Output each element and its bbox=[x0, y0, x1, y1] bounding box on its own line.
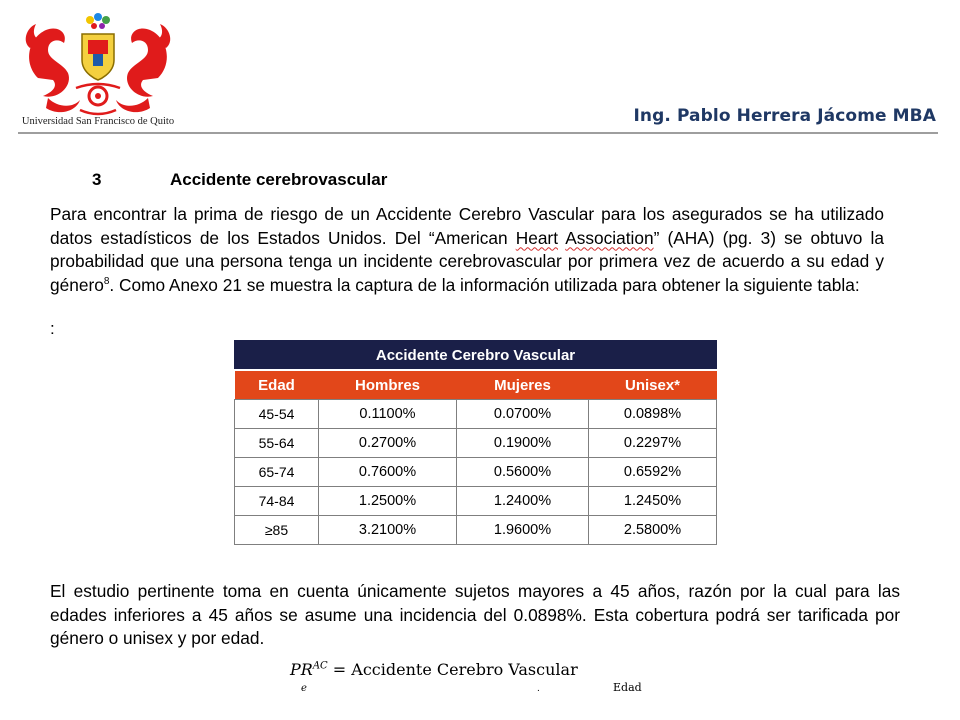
cell-hombres: 0.2700% bbox=[319, 429, 457, 458]
cell-mujeres: 0.0700% bbox=[457, 400, 589, 429]
section-heading bbox=[92, 170, 387, 190]
table-row bbox=[235, 516, 717, 545]
table-row bbox=[235, 429, 717, 458]
cell-unisex: 0.2297% bbox=[589, 429, 717, 458]
premium-formula bbox=[290, 660, 578, 679]
header-edad: Edad bbox=[235, 370, 319, 400]
document-header bbox=[0, 0, 960, 140]
stroke-probability-table bbox=[234, 340, 717, 545]
header-unisex: Unisex* bbox=[589, 370, 717, 400]
cell-age: 45-54 bbox=[235, 400, 319, 429]
cell-hombres: 0.1100% bbox=[319, 400, 457, 429]
intro-text-2: ” (AHA) (pg. 3) se obtuvo la probabilidad que una persona tenga un incidente cerebrovascular por primera vez de acuerdo a su edad y género bbox=[50, 227, 884, 295]
cell-age: ≥85 bbox=[235, 516, 319, 545]
university-name: Universidad San Francisco de Quito bbox=[21, 116, 175, 127]
cell-unisex: 2.5800% bbox=[589, 516, 717, 545]
intro-text-3: . Como Anexo 21 se muestra la captura de la información utilizada para obtener la siguiente tabla: bbox=[109, 274, 860, 295]
header-hombres: Hombres bbox=[319, 370, 457, 400]
study-paragraph: El estudio pertinente toma en cuenta únicamente sujetos mayores a 45 años, razón por la cual para las edades inferiores a 45 años se asume una incidencia del 0.0898%. Esta cobertura podrá ser tarificada por género o unisex y por edad. bbox=[50, 581, 900, 648]
table-row bbox=[235, 458, 717, 487]
cell-unisex: 0.0898% bbox=[589, 400, 717, 429]
intro-text-1: Para encontrar la prima de riesgo de un Accidente Cerebro Vascular para los asegurados se ha utilizado datos estadísticos de los Estados Unidos. Del “American bbox=[50, 204, 884, 248]
formula-subscript-dot: . bbox=[537, 683, 540, 694]
formula-lhs: PR bbox=[290, 660, 313, 679]
table-title: Accidente Cerebro Vascular bbox=[235, 341, 717, 371]
formula-rhs: = Accidente Cerebro Vascular bbox=[332, 660, 578, 679]
table-header-row bbox=[235, 370, 717, 400]
cell-hombres: 0.7600% bbox=[319, 458, 457, 487]
cell-age: 55-64 bbox=[235, 429, 319, 458]
intro-paragraph bbox=[50, 203, 884, 297]
university-crest-logo bbox=[18, 8, 178, 130]
header-divider bbox=[18, 132, 938, 134]
spellcheck-word-heart: Heart bbox=[515, 227, 558, 248]
formula-superscript: AC bbox=[312, 660, 328, 672]
cell-unisex: 1.2450% bbox=[589, 487, 717, 516]
author-name: Ing. Pablo Herrera Jácome MBA bbox=[633, 106, 936, 126]
section-number: 3 bbox=[92, 170, 102, 189]
table-row bbox=[235, 487, 717, 516]
cell-mujeres: 1.2400% bbox=[457, 487, 589, 516]
header-mujeres: Mujeres bbox=[457, 370, 589, 400]
colon-line: : bbox=[50, 319, 55, 338]
cell-hombres: 1.2500% bbox=[319, 487, 457, 516]
formula-subscript-e: e bbox=[301, 683, 307, 694]
footnote-marker: 8 bbox=[103, 275, 110, 287]
cell-unisex: 0.6592% bbox=[589, 458, 717, 487]
cell-mujeres: 1.9600% bbox=[457, 516, 589, 545]
cell-hombres: 3.2100% bbox=[319, 516, 457, 545]
spellcheck-word-association: Association bbox=[565, 227, 654, 248]
cell-age: 74-84 bbox=[235, 487, 319, 516]
cell-mujeres: 0.1900% bbox=[457, 429, 589, 458]
cell-mujeres: 0.5600% bbox=[457, 458, 589, 487]
table-row bbox=[235, 400, 717, 429]
section-title: Accidente cerebrovascular bbox=[170, 170, 388, 189]
cell-age: 65-74 bbox=[235, 458, 319, 487]
formula-subscript-edad: Edad bbox=[613, 681, 642, 694]
